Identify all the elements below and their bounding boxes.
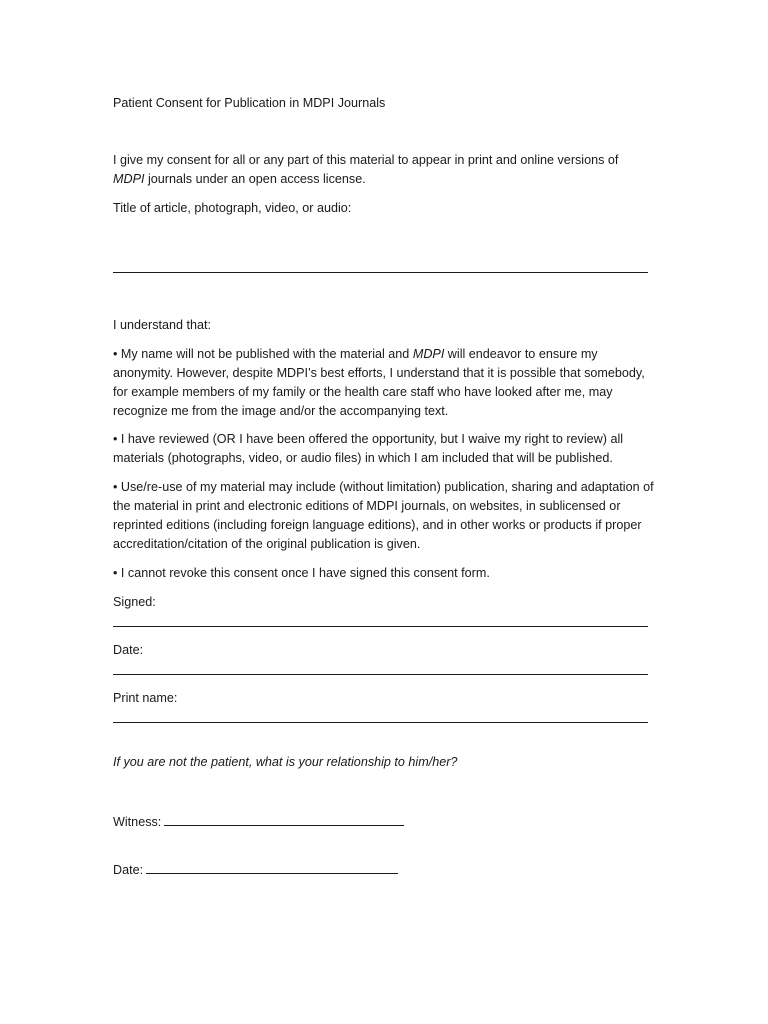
date2-blank-line[interactable]	[146, 872, 398, 874]
print-name-label: Print name:	[113, 691, 178, 705]
witness-label: Witness:	[113, 815, 162, 829]
article-title-label: Title of article, photograph, video, or audio:	[113, 201, 352, 215]
signed-blank-line[interactable]	[113, 626, 648, 627]
understand-heading: I understand that:	[113, 318, 212, 332]
witness-row	[113, 813, 404, 832]
mdpi-italic-text: MDPI	[113, 172, 145, 186]
relationship-question: If you are not the patient, what is your relationship to him/her?	[113, 755, 458, 769]
understanding-bullet-reuse: • Use/re-use of my material may include (without limitation) publication, sharing and adaptation of the material in print and electronic editions of MDPI journals, on websites, in sublicensed or reprinted editions (including foreign language editions), and in other works or products if proper accreditation/citation of the original publication is given.	[113, 480, 654, 551]
date-blank-line[interactable]	[113, 674, 648, 675]
bullet1-text-end: will endeavor to ensure my anonymity. However, despite MDPI’s best efforts, I understand that it is possible that somebody, for example members of my family or the health care staff who have looked after me, may recognize me from the image and/or the accompanying text.	[113, 347, 645, 418]
understanding-bullet-anonymity	[113, 345, 658, 421]
date2-label: Date:	[113, 863, 144, 877]
consent-statement-line1: I give my consent for all or any part of this material to appear in print and online versions of	[113, 153, 619, 167]
bullet1-text-start: • My name will not be published with the material and	[113, 347, 413, 361]
date-label: Date:	[113, 643, 144, 657]
date2-row	[113, 861, 398, 880]
understanding-bullet-review: • I have reviewed (OR I have been offered the opportunity, but I waive my right to review) all materials (photographs, video, or audio files) in which I am included that will be published.	[113, 432, 624, 465]
consent-statement-line2: journals under an open access license.	[144, 172, 366, 186]
witness-blank-line[interactable]	[164, 824, 404, 826]
signed-label: Signed:	[113, 595, 156, 609]
print-name-blank-line[interactable]	[113, 722, 648, 723]
understanding-bullet-revoke: • I cannot revoke this consent once I have signed this consent form.	[113, 566, 490, 580]
article-title-blank-line[interactable]	[113, 272, 648, 273]
bullet1-mdpi-italic: MDPI	[412, 347, 445, 361]
page-title: Patient Consent for Publication in MDPI Journals	[113, 96, 386, 110]
consent-statement	[113, 151, 658, 189]
